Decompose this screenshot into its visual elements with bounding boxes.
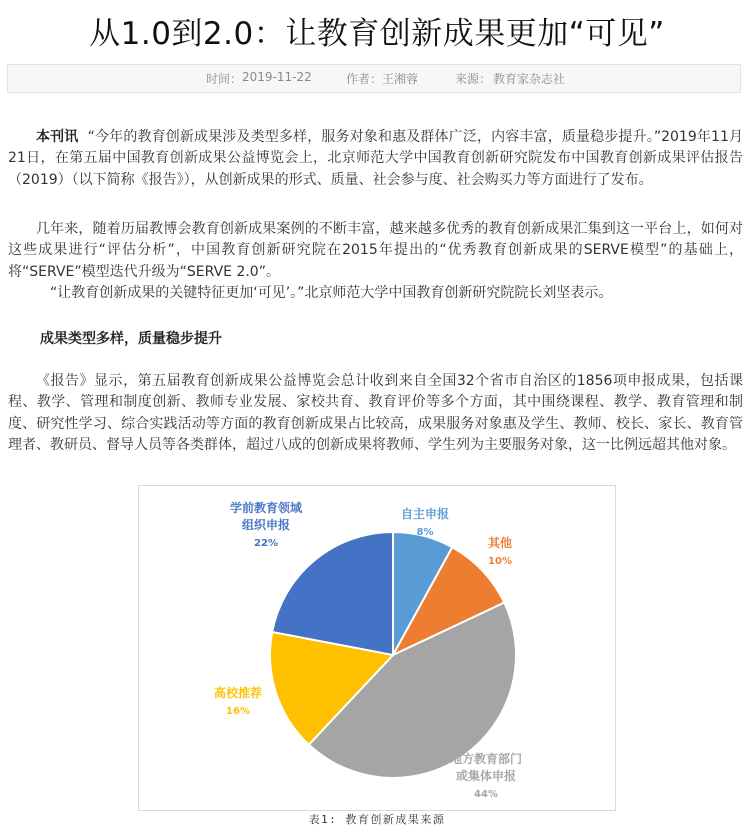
meta-time-label: 时间： <box>206 72 243 86</box>
pie-label-4-line-1: 高校推荐 <box>213 686 263 700</box>
paragraph-quote: “让教育创新成果的关键特征更加‘可见’。”北京师范大学中国教育创新研究院院长刘坚表示。 <box>50 285 613 301</box>
paragraph-background: 几年来，随着历届教博会教育创新成果案例的不断丰富，越来越多优秀的教育创新成果汇集到这一平台上，如何对这些成果进行“评估分析”，中国教育创新研究院在2015年提出的“优秀教育创新成果的SERVE模型”的基础上，将“SERVE”模型迭代升级为“SERVE 2.0”。 <box>8 221 743 280</box>
meta-source-label: 来源： <box>455 72 492 86</box>
pie-label-2-line-1: 其他 <box>487 536 513 550</box>
pie-label-1-line-1: 自主申报 <box>400 507 450 521</box>
paragraph-report: 《报告》显示，第五届教育创新成果公益博览会总计收到来自全国32个省市自治区的1856项申报成果，包括课程、教学、管理和制度创新、教师专业发展、家校共育、教育评价等多个方面，其中围绕课程、教学、教育管理和制度、研究性学习、综合实践活动等方面的教育创新成果占比较高，成果服务对象惠及学生、教师、校长、家长、教育管理者、教研员、督导人员等各类群体，超过八成的创新成果将教师、学生列为主要服务对象，这一比例远超其他对象。 <box>8 373 743 453</box>
pie-label-3-line-1: 地方教育部门 <box>449 752 523 766</box>
lead-label: 本刊讯 <box>36 129 79 145</box>
section-heading: 成果类型多样，质量稳步提升 <box>40 331 222 347</box>
paragraph-intro-text: “今年的教育创新成果涉及类型多样，服务对象和惠及群体广泛，内容丰富，质量稳步提升。”2019年11月21日，在第五届中国教育创新成果公益博览会上，北京师范大学中国教育创新研究院发布中国教育创新成果评估报告（2019）（以下简称《报告》），从创新成果的形式、质量、社会参与度、社会购买力等方面进行了发布。 <box>8 129 743 188</box>
meta-source-value: 教育家杂志社 <box>493 72 566 86</box>
pie-label-5-line-2: 组织申报 <box>241 518 291 532</box>
pie-value-2: 10% <box>488 556 512 567</box>
article-title: 从1.0到2.0：让教育创新成果更加“可见” <box>89 16 665 52</box>
pie-label-3-line-2: 或集体申报 <box>455 769 517 783</box>
meta-author-label: 作者： <box>346 72 383 86</box>
meta-author-value: 王湘蓉 <box>382 72 419 86</box>
pie-chart-frame <box>138 485 616 811</box>
pie-chart <box>139 486 615 810</box>
pie-value-1: 8% <box>416 527 434 538</box>
pie-value-3: 44% <box>474 789 498 800</box>
figure-caption: 表1: 教育创新成果来源 <box>308 813 446 826</box>
meta-time-value: 2019-11-22 <box>242 70 312 84</box>
paragraph-intro <box>8 127 743 191</box>
pie-value-4: 16% <box>226 706 250 717</box>
pie-label-5-line-1: 学前教育领域 <box>229 501 303 515</box>
pie-value-5: 22% <box>254 538 278 549</box>
